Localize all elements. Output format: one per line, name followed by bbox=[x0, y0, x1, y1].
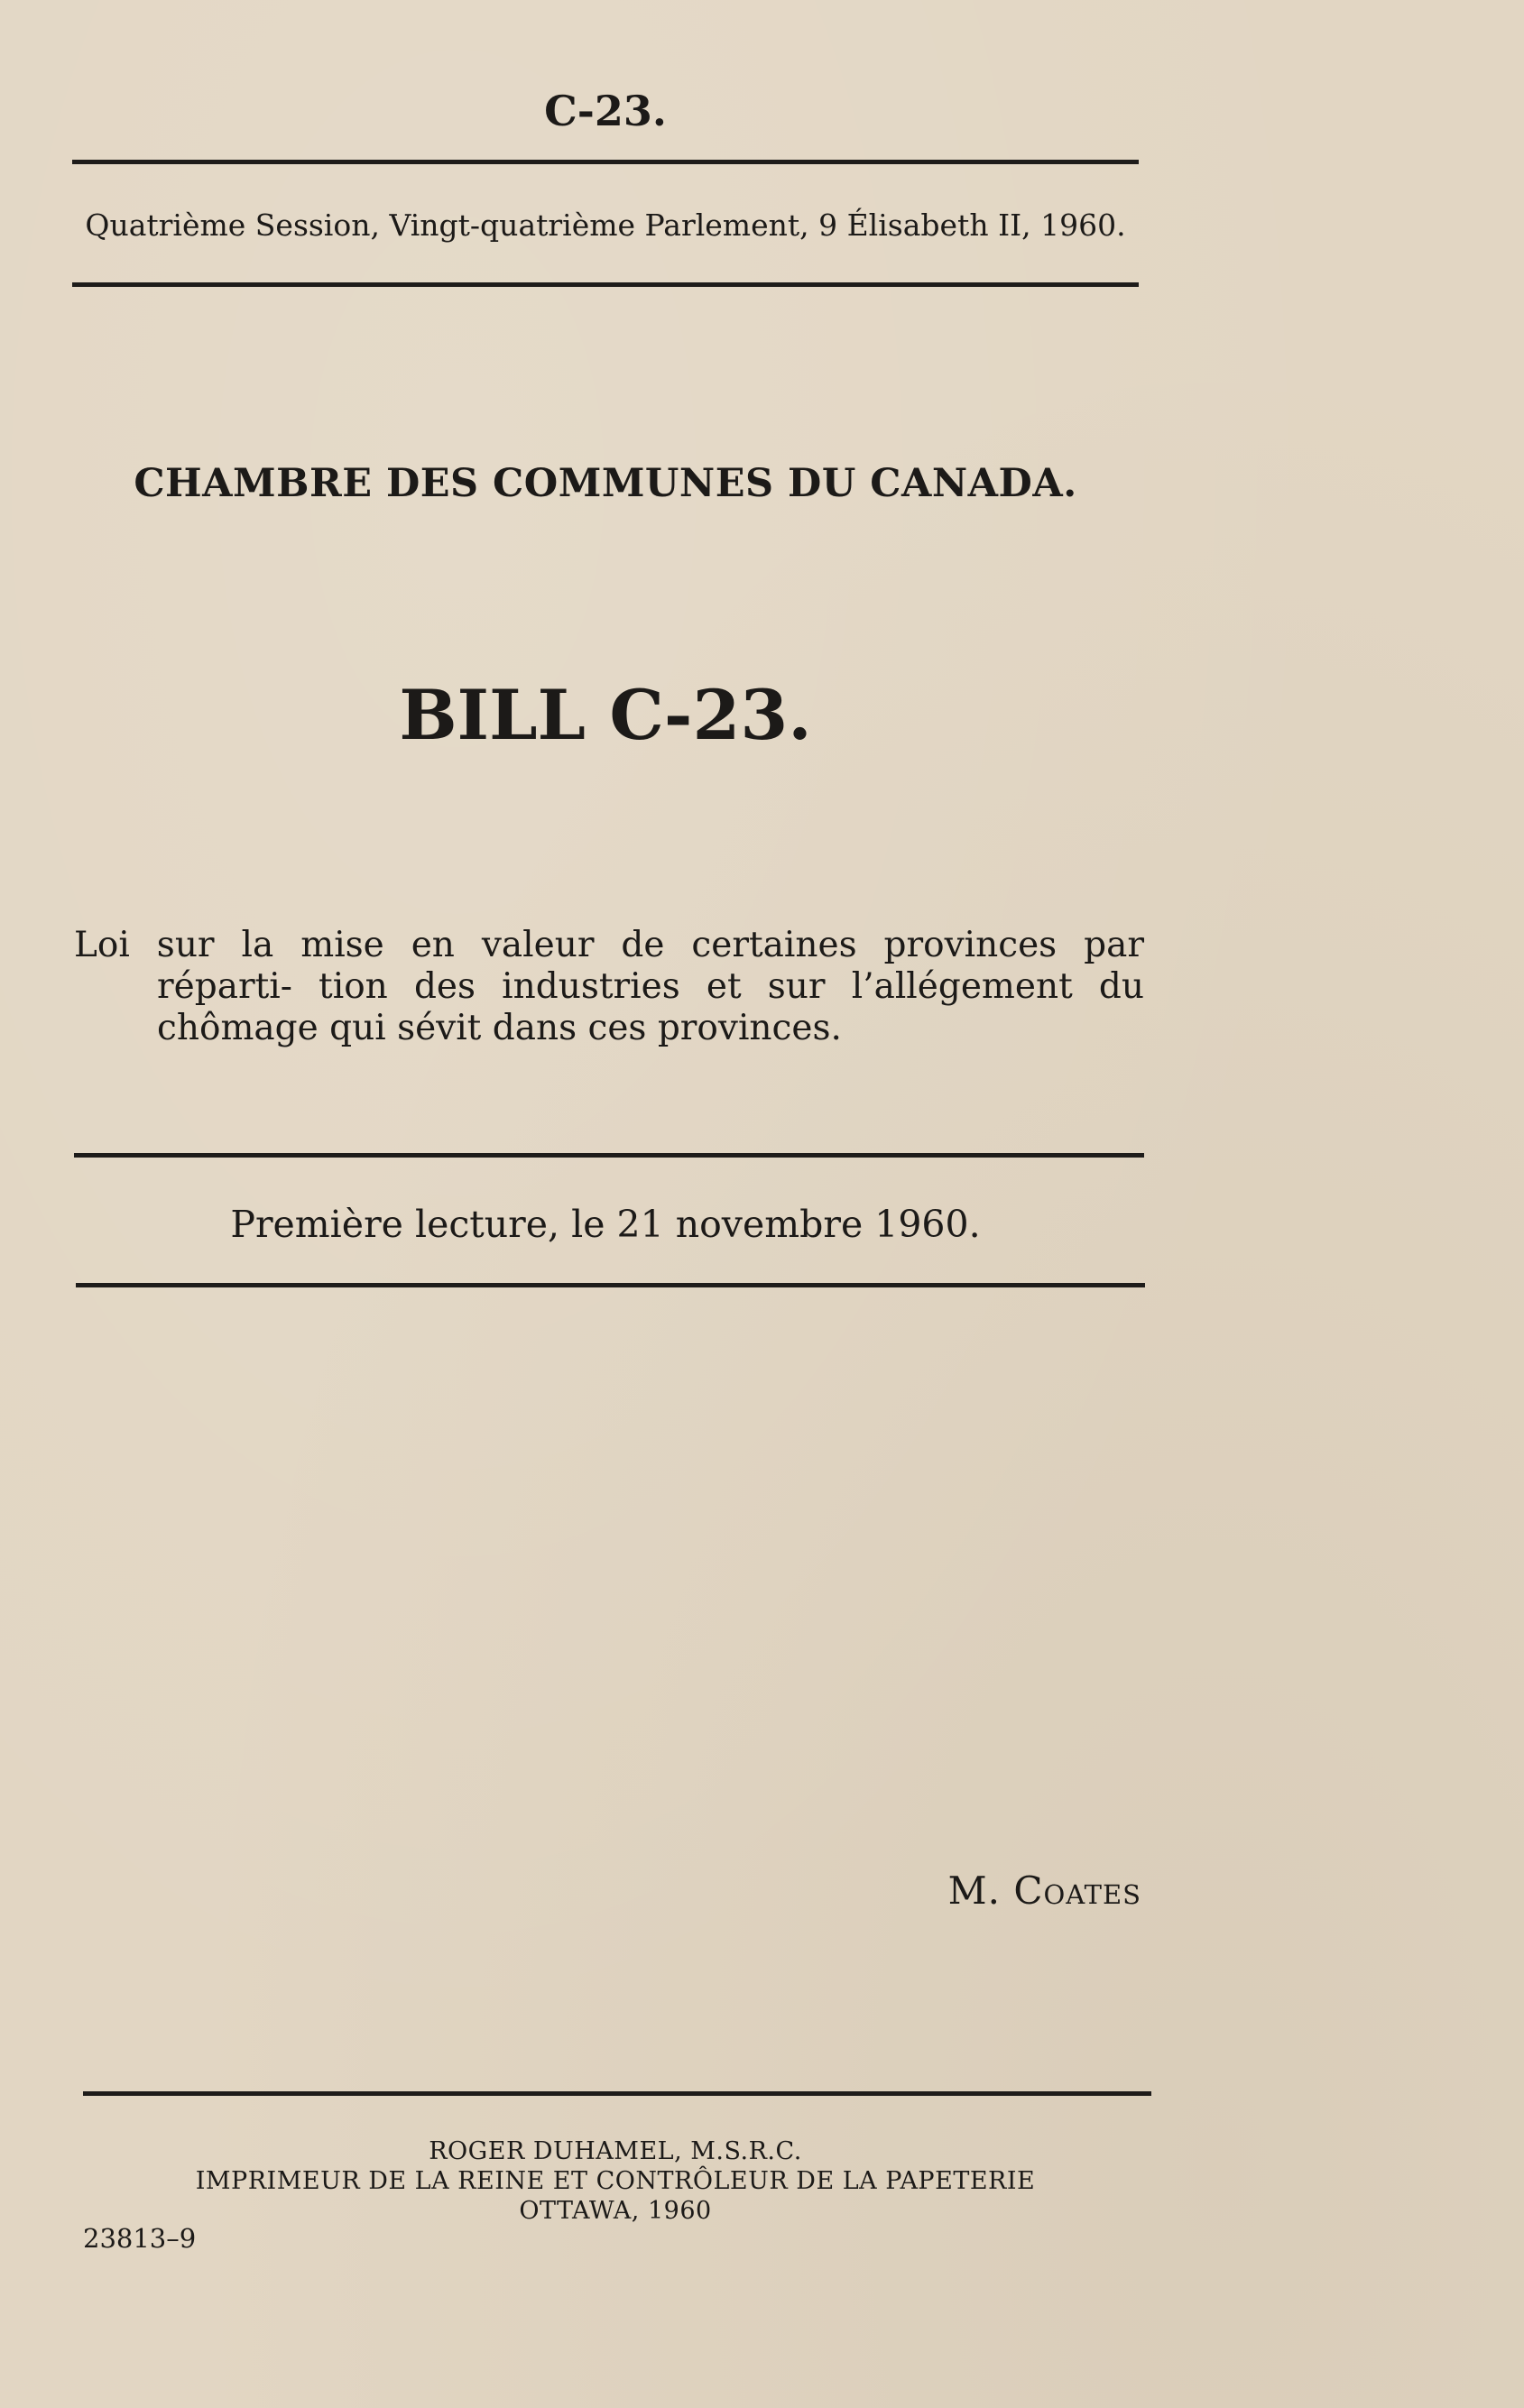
chamber-heading: CHAMBRE DES COMMUNES DU CANADA. bbox=[134, 461, 1077, 506]
printer-title: IMPRIMEUR DE LA REINE ET CONTRÔLEUR DE LA PAPETERIE bbox=[195, 2167, 1036, 2195]
document-code: 23813–9 bbox=[83, 2223, 197, 2254]
reading-rule-bottom bbox=[76, 1283, 1145, 1287]
printer-rule bbox=[83, 2091, 1151, 2096]
header-rule-bottom bbox=[72, 282, 1139, 287]
bill-title: BILL C-23. bbox=[399, 675, 812, 755]
bill-number-header: C-23. bbox=[544, 87, 667, 135]
reading-rule-top bbox=[74, 1153, 1144, 1158]
printer-name: ROGER DUHAMEL, M.S.R.C. bbox=[429, 2137, 802, 2165]
session-line: Quatrième Session, Vingt-quatrième Parlement, 9 Élisabeth II, 1960. bbox=[85, 208, 1126, 243]
header-rule-top bbox=[72, 160, 1139, 164]
printer-location: OTTAWA, 1960 bbox=[519, 2197, 712, 2225]
first-reading-date: Première lecture, le 21 novembre 1960. bbox=[230, 1203, 981, 1246]
printer-imprint bbox=[83, 2136, 1148, 2226]
sponsor-name: M. Coates bbox=[947, 1868, 1141, 1913]
bill-description: Loi sur la mise en valeur de certaines provinces par réparti- tion des industries et sur l’allégement du chômage qui sévit dans ces provinces. bbox=[74, 925, 1144, 1048]
